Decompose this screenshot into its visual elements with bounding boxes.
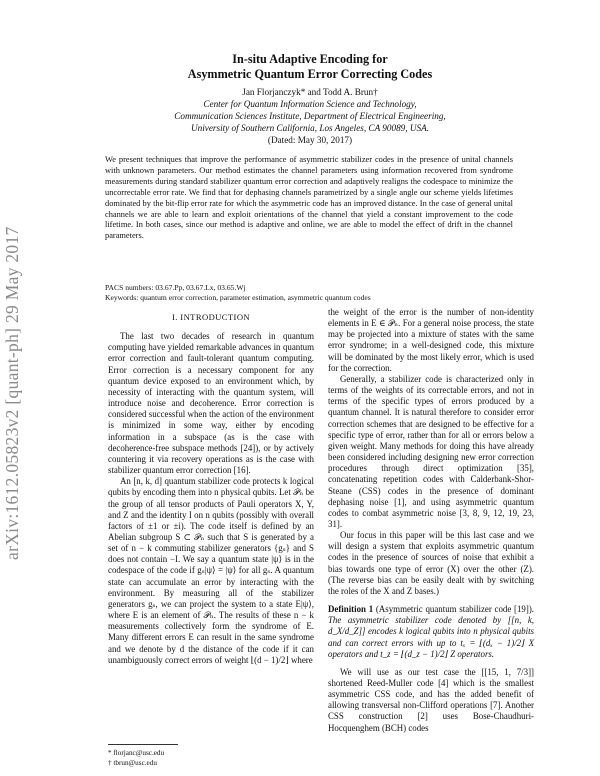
dated-line: (Dated: May 30, 2017) [267,135,353,145]
footnote-email-1: * florjanc@usc.edu [108,749,165,757]
footnote-rule [108,744,178,745]
intro-paragraph-1: The last two decades of research in quantum computing have yielded remarkable advances in quantum error correction and fault-tolerant quantum computing. Error correction is a necessary component for any quantum device exposed to an environment which, by necessity of interacting with the quantum system, will introduce noise and decoherence. Error correction is considered successful when the action of the environment is minimized in some way, either by encoding information in a subspace (as is the case with decoherence-free subspace methods [24]), or by actively countering it via recovery operations as is the case with stabilizer quantum error correction [16]. [108,331,314,476]
metadata-block [105,283,513,303]
intro-paragraph-5: Our focus in this paper will be this last case and we will design a system that exploits asymmetric quantum codes in the presence of sources of noise that exhibit a bias towards one type of error (X) over the other (Z). (The reverse bias can be easily dealt with by switching the roles of the X and Z bases.) [328,530,534,596]
definition-body: The asymmetric stabilizer code denoted by [[n, k, d_X/d_Z]] encodes k logical qubits into n physical qubits and can correct errors with up to tₓ = ⌊(dₓ − 1)/2⌋ X operators and t_z = ⌊(d_z − 1)/2⌋ Z operators. [328,615,534,659]
intro-paragraph-6: We will use as our test case the [[15, 1, 7/3]] shortened Reed-Muller code [4] which is the smallest asymmetric CSS code, and has the added benefit of allowing transversal non-Clifford operations [7]. Another CSS construction [2] uses Bose-Chaudhuri-Hocquenghem (BCH) codes [328,666,534,733]
footnotes [108,748,164,768]
abstract: We present techniques that improve the performance of asymmetric stabilizer codes in the presence of unital channels with unknown parameters. Our method estimates the channel parameters using information recovered from syndrome measurements during standard stabilizer quantum error correction and adaptively realigns the codespace to minimize the uncorrectable error rate. We find that for dephasing channels parametrized by a single angle our scheme yields lifetimes dominated by the bit-flip error rate for which the asymmetric code has an improved distance. In the case of general unital channels we are able to learn and exploit orientations of the channel that yield a constant improvement to the code lifetime. In both cases, since our method is adaptive and online, we are able to model the effect of drift in the channel parameters. [105,155,513,241]
affiliation-line-3: University of Southern California, Los Angeles, CA 90089, USA. [190,123,430,133]
author-names: Jan Florjanczyk* and Todd A. Brun† [242,87,378,97]
author-block [100,86,520,146]
arxiv-side-stamp: arXiv:1612.05823v2 [quant-ph] 29 May 2017 [2,226,22,560]
definition-label: Definition 1 [328,604,374,615]
paper-title [100,52,520,82]
section-heading: I. INTRODUCTION [171,312,251,322]
affiliation-line-1: Center for Quantum Information Science and Technology, [203,99,417,109]
definition-reference: (Asymmetric quantum stabilizer code [19]). [375,604,535,615]
definition-block [328,604,534,660]
intro-paragraph-2: An [n, k, d] quantum stabilizer code protects k logical qubits by encoding them into n physical qubits. Let 𝒫ₙ be the group of all tensor products of Pauli operators X, Y, and Z and the identity I on n qubits (possibly with overall factors of ±1 or ±i). The code itself is defined by an Abelian subgroup S ⊂ 𝒫ₙ such that S is generated by a set of n − k commuting stabilizer generators {gₛ} and S does not contain −I. We say a quantum state |ψ⟩ is in the codespace of the code if gₛ|ψ⟩ = |ψ⟩ for all gₛ. A quantum state can accumulate an error by interacting with the environment. By measuring all of the stabilizer generators gₛ, we can project the system to a state E|ψ⟩, where E is an element of 𝒫ₙ. The results of these n − k measurements collectively form the syndrome of E. Many different errors E can result in the same syndrome and we denote by d the distance of the code if it can unambiguously correct errors of weight ⌊(d − 1)/2⌋ where [108,476,314,665]
title-line-1: In-situ Adaptive Encoding for [232,52,388,66]
footnote-email-2: † tbrun@usc.edu [108,759,157,767]
right-column [328,307,534,734]
left-column [108,312,314,666]
pacs-numbers: PACS numbers: 03.67.Pp, 03.67.Lx, 03.65.Wj [105,283,246,292]
keywords: Keywords: quantum error correction, parameter estimation, asymmetric quantum codes [105,293,371,302]
affiliation-line-2: Communication Sciences Institute, Department of Electrical Engineering, [174,111,446,121]
intro-paragraph-3: the weight of the error is the number of non-identity elements in E ∈ 𝒫ₙ. For a general noise process, the state may be projected into a mixture of states with the same error syndrome; in a well-designed code, this mixture will be dominated by the most likely error, which is used for the correction. [328,307,534,373]
intro-paragraph-4: Generally, a stabilizer code is characterized only in terms of the weights of its correctable errors, and not in terms of the specific types of errors produced by a quantum channel. It is natural therefore to consider error correction schemes that are designed to be effective for a specific type of error, rather than for all or errors below a given weight. Many methods for doing this have already been considered including designing new error correction procedures through direct optimization [35], concatenating repetition codes with Calderbank-Shor-Steane (CSS) codes in the presence of dominant dephasing noise [1], and using asymmetric quantum codes to combat asymmetric noise [3, 8, 9, 12, 19, 23, 31]. [328,373,534,529]
title-line-2: Asymmetric Quantum Error Correcting Codes [187,67,433,81]
